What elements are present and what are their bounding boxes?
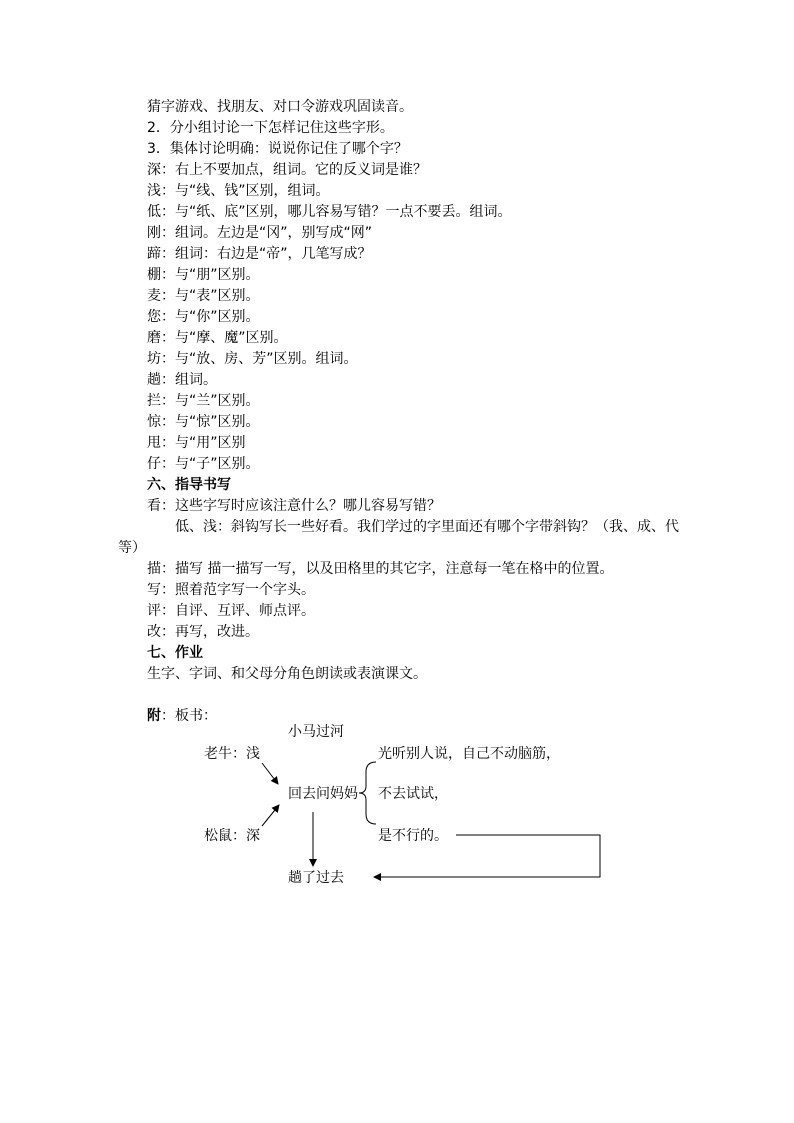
text-line-1: 猜字游戏、找朋友、对口令游戏巩固读音。 [147,99,413,115]
text-line-11: 您：与“你”区别。 [147,309,260,325]
arrow-songshu-to-center [262,805,279,826]
board-right-3: 是不行的。 [378,828,448,844]
step-write: 写：照着范字写一个字头。 [147,582,315,598]
section-6-heading: 六、指导书写 [147,477,231,493]
homework-line: 生字、字词、和父母分角色朗读或表演课文。 [147,666,427,682]
text-line-10: 麦：与“表”区别。 [147,288,260,304]
text-line-17: 甩：与“用”区别 [147,435,246,451]
appendix-rest: ：板书： [161,708,217,724]
text-line-9: 棚：与“朋”区别。 [147,267,260,283]
text-line-6: 低：与“纸、底”区别，哪儿容易写错？一点不要丢。组词。 [147,204,512,220]
text-line-14: 趟：组词。 [147,372,217,388]
appendix-label: 附 [147,708,161,724]
board-songshu: 松鼠：深 [204,828,260,844]
text-line-4: 深：右上不要加点，组词。它的反义词是谁？ [147,162,427,178]
step-trace: 描：描写 描一描写一写，以及田格里的其它字，注意每一笔在格中的位置。 [147,561,614,577]
section-7-heading: 七、作业 [147,645,203,661]
look-detail-line-2: 等） [118,540,146,556]
arrow-laoniu-to-center [262,763,278,784]
board-right-2: 不去试试， [378,786,448,802]
text-line-16: 惊：与“惊”区别。 [147,414,260,430]
text-line-3: 3．集体讨论明确：说说你记住了哪个字？ [147,141,408,157]
text-line-13: 坊：与“放、房、芳”区别。组词。 [147,351,358,367]
look-line: 看：这些字写时应该注意什么？哪儿容易写错？ [147,498,441,514]
text-line-5: 浅：与“线、钱”区别，组词。 [147,183,330,199]
board-center: 回去问妈妈 [288,786,358,802]
text-line-15: 拦：与“兰”区别。 [147,393,260,409]
board-bottom: 趟了过去 [288,870,344,886]
step-revise: 改：再写，改进。 [147,624,259,640]
board-title: 小马过河 [288,724,344,740]
step-evaluate: 评：自评、互评、师点评。 [147,603,315,619]
text-line-2: 2．分小组讨论一下怎样记住这些字形。 [147,120,394,136]
text-line-8: 蹄：组词：右边是“帝”，几笔写成？ [147,246,372,262]
board-laoniu: 老牛：浅 [204,746,260,762]
appendix-line [147,706,217,726]
text-line-7: 刚：组词。左边是“冈”，别写成“网” [147,225,373,241]
text-line-12: 磨：与“摩、魔”区别。 [147,330,288,346]
look-detail-line-1: 低、浅：斜钩写长一些好看。我们学过的字里面还有哪个字带斜钩？（我、成、代 [175,519,679,535]
board-right-1: 光听别人说，自己不动脑筋， [378,746,560,762]
text-line-18: 仔：与“子”区别。 [147,456,260,472]
brace [359,762,376,824]
